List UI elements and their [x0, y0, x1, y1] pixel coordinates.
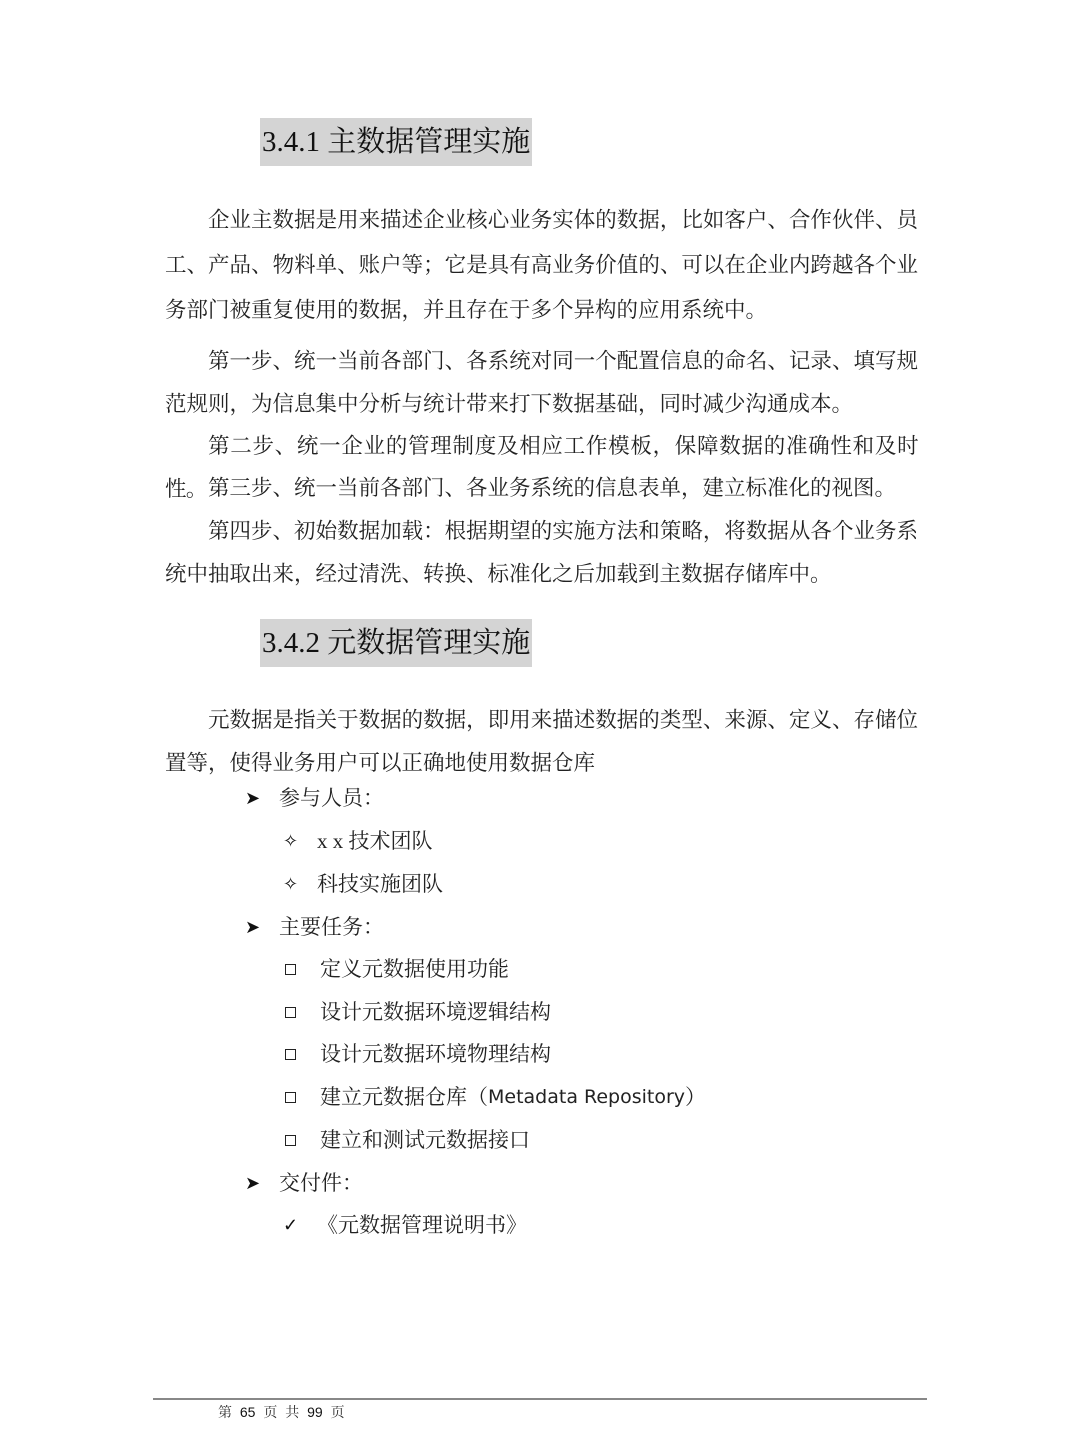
four-point-star-icon: ✧	[283, 874, 299, 894]
list-text: 《元数据管理说明书》	[317, 1213, 527, 1237]
section-heading-3-4-2: 3.4.2 元数据管理实施	[260, 619, 532, 667]
list-text: 科技实施团队	[317, 872, 443, 896]
square-icon	[285, 1135, 296, 1146]
footer-divider	[153, 1398, 927, 1400]
list-label: 主要任务：	[279, 915, 384, 939]
list-text: 设计元数据环境物理结构	[320, 1042, 551, 1066]
list-text-close: ）	[685, 1085, 707, 1109]
four-point-star-icon: ✧	[283, 831, 299, 851]
section-heading-3-4-1: 3.4.1 主数据管理实施	[260, 118, 532, 166]
arrowhead-icon: ➤	[245, 1173, 261, 1193]
list-item	[283, 1210, 527, 1240]
list-item-tasks	[245, 912, 384, 942]
paragraph-step-4: 第四步、初始数据加载：根据期望的实施方法和策略，将数据从各个业务系统中抽取出来，经过清洗、转换、标准化之后加载到主数据存储库中。	[165, 519, 918, 586]
footer-text: 页	[330, 1404, 345, 1420]
square-icon	[285, 1049, 296, 1060]
list-text: 建立和测试元数据接口	[320, 1128, 530, 1152]
list-item	[283, 826, 433, 856]
footer-text: 第	[218, 1404, 232, 1420]
paragraph-step-1: 第一步、统一当前各部门、各系统对同一个配置信息的命名、记录、填写规范规则，为信息集中分析与统计带来打下数据基础，同时减少沟通成本。	[165, 349, 918, 416]
arrowhead-icon: ➤	[245, 788, 261, 808]
list-item	[283, 869, 443, 899]
list-text-english: Metadata Repository	[488, 1086, 686, 1108]
footer-text: 页 共	[263, 1404, 300, 1420]
list-item-deliverables	[245, 1168, 363, 1198]
list-item	[283, 997, 551, 1027]
list-item-participants	[245, 783, 384, 813]
current-page-number: 65	[239, 1404, 256, 1420]
square-icon	[285, 1007, 296, 1018]
square-icon	[285, 1092, 296, 1103]
arrowhead-icon: ➤	[245, 917, 261, 937]
paragraph-step-2: 第二步、统一企业的管理制度及相应工作模板，保障数据的准确性和及时性。	[165, 434, 918, 501]
square-icon	[285, 964, 296, 975]
list-item	[283, 1125, 530, 1155]
list-text: x x 技术团队	[317, 829, 433, 853]
list-text: 建立元数据仓库（	[320, 1085, 488, 1109]
list-text: 定义元数据使用功能	[320, 957, 509, 981]
page-footer	[218, 1402, 345, 1422]
list-label: 参与人员：	[279, 786, 384, 810]
checkmark-icon: ✓	[283, 1215, 299, 1235]
list-item	[283, 1039, 551, 1069]
paragraph-step-3: 第三步、统一当前各部门、各业务系统的信息表单，建立标准化的视图。	[208, 476, 897, 500]
list-item	[283, 954, 509, 984]
paragraph-metadata-definition: 元数据是指关于数据的数据，即用来描述数据的类型、来源、定义、存储位置等，使得业务用户可以正确地使用数据仓库	[165, 708, 918, 775]
total-page-count: 99	[307, 1404, 323, 1420]
list-text: 设计元数据环境逻辑结构	[320, 1000, 551, 1024]
list-label: 交付件：	[279, 1171, 363, 1195]
paragraph-master-data-definition: 企业主数据是用来描述企业核心业务实体的数据，比如客户、合作伙伴、员工、产品、物料单、账户等；它是具有高业务价值的、可以在企业内跨越各个业务部门被重复使用的数据，并且存在于多个异构的应用系统中。	[165, 208, 918, 322]
list-item	[283, 1082, 706, 1112]
